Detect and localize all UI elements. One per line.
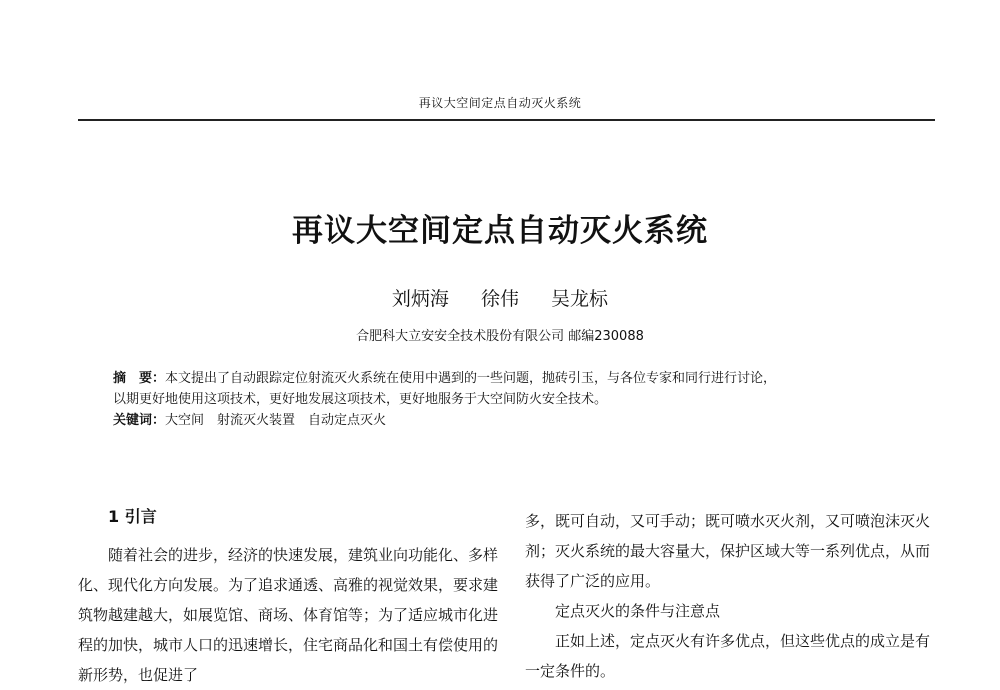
abstract-block [113,368,903,431]
paper-title: 再议大空间定点自动灭火系统 [292,213,708,249]
keywords-label: 关键词： [113,413,166,428]
abstract-text: 本文提出了自动跟踪定位射流灭火系统在使用中遇到的一些问题，抛砖引玉，与各位专家和同行进行讨论， [165,371,777,386]
body-paragraph: 随着社会的进步，经济的快速发展，建筑业向功能化、多样化、现代化方向发展。为了追求通透、高雅的视觉效果，要求建筑物越建越大，如展览馆、商场、体育馆等；为了适应城市化进程的加快，城市人口的迅速增长，住宅商品化和国土有偿使用的新形势，也促进了 [78,546,499,684]
abstract-line [113,368,903,389]
keyword: 射流灭火装置 [217,413,296,428]
abstract-text: 以期更好地使用这项技术，更好地发展这项技术，更好地服务于大空间防火安全技术。 [113,392,608,407]
keyword: 大空间 [165,413,205,428]
author-list [0,284,1000,311]
section-heading: 1 引言 [108,507,157,526]
right-column [525,506,943,686]
body-paragraph: 多，既可自动，又可手动；既可喷水灭火剂，又可喷泡沫灭火剂；灭火系统的最大容量大，保护区域大等一系列优点，从而获得了广泛的应用。 [525,512,931,590]
abstract-line [113,389,903,410]
body-paragraph: 正如上述，定点灭火有许多优点，但这些优点的成立是有一定条件的。 [525,632,931,680]
subsection-heading: 定点灭火的条件与注意点 [555,602,721,620]
keyword: 自动定点灭火 [308,413,387,428]
author-name: 吴龙标 [551,288,609,310]
author-name: 刘炳海 [391,288,449,310]
author-name: 徐伟 [480,288,519,310]
header-rule [78,119,935,121]
running-header: 再议大空间定点自动灭火系统 [418,96,582,110]
keywords-line [113,410,903,431]
left-column [78,506,498,690]
affiliation: 合肥科大立安安全技术股份有限公司 邮编230088 [356,329,644,344]
abstract-label: 摘 要： [113,371,166,386]
